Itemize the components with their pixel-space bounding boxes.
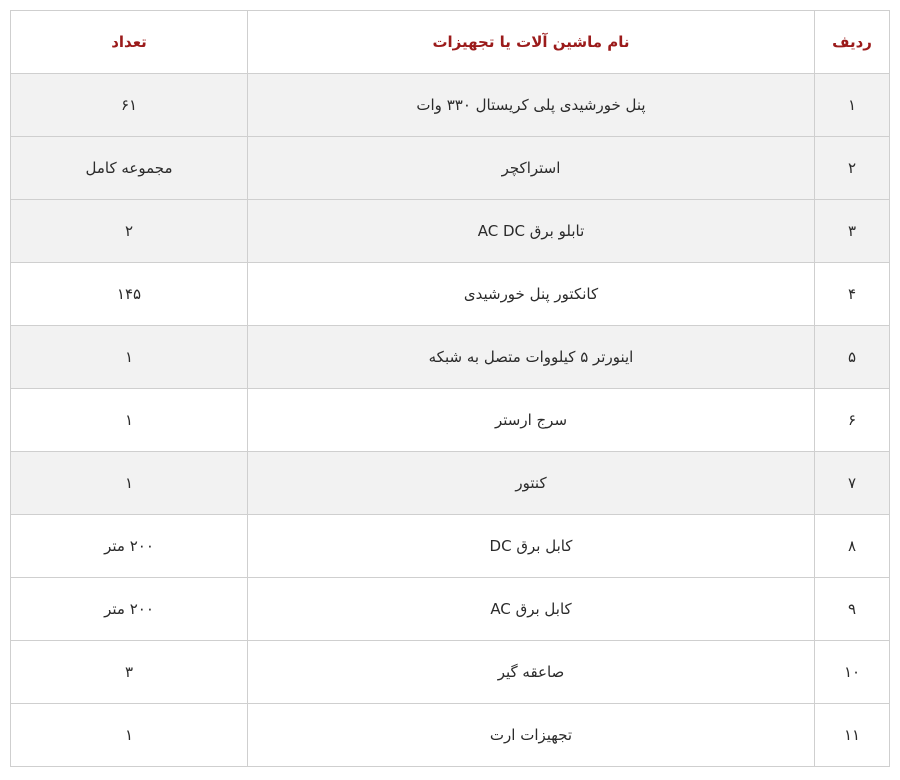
table-row <box>11 578 890 641</box>
cell-equipment-name: صاعقه گیر <box>248 641 815 704</box>
header-equipment-name: نام ماشین آلات یا تجهیزات <box>248 11 815 74</box>
cell-quantity: مجموعه کامل <box>11 137 248 200</box>
cell-quantity: ۲ <box>11 200 248 263</box>
cell-row-number: ۱۱ <box>815 704 890 767</box>
table-row <box>11 389 890 452</box>
cell-equipment-name: استراکچر <box>248 137 815 200</box>
cell-row-number: ۷ <box>815 452 890 515</box>
cell-quantity: ۱ <box>11 704 248 767</box>
cell-equipment-name: کابل برق AC <box>248 578 815 641</box>
cell-quantity: ۶۱ <box>11 74 248 137</box>
cell-equipment-name: کانکتور پنل خورشیدی <box>248 263 815 326</box>
table-row <box>11 515 890 578</box>
cell-row-number: ۲ <box>815 137 890 200</box>
cell-row-number: ۱ <box>815 74 890 137</box>
table-row <box>11 452 890 515</box>
cell-row-number: ۹ <box>815 578 890 641</box>
cell-equipment-name: تجهیزات ارت <box>248 704 815 767</box>
equipment-table-container <box>10 10 889 767</box>
cell-equipment-name: کابل برق DC <box>248 515 815 578</box>
header-quantity: تعداد <box>11 11 248 74</box>
table-row <box>11 326 890 389</box>
cell-quantity: ۱ <box>11 389 248 452</box>
cell-equipment-name: کنتور <box>248 452 815 515</box>
cell-row-number: ۴ <box>815 263 890 326</box>
table-header-row <box>11 11 890 74</box>
cell-row-number: ۵ <box>815 326 890 389</box>
cell-quantity: ۱ <box>11 326 248 389</box>
cell-equipment-name: سرج ارستر <box>248 389 815 452</box>
cell-row-number: ۸ <box>815 515 890 578</box>
cell-quantity: ۱ <box>11 452 248 515</box>
table-row <box>11 641 890 704</box>
table-row <box>11 704 890 767</box>
cell-quantity: ۲۰۰ متر <box>11 578 248 641</box>
equipment-table <box>10 10 890 767</box>
cell-row-number: ۶ <box>815 389 890 452</box>
cell-equipment-name: پنل خورشیدی پلی کریستال ۳۳۰ وات <box>248 74 815 137</box>
table-row <box>11 74 890 137</box>
cell-quantity: ۱۴۵ <box>11 263 248 326</box>
cell-row-number: ۱۰ <box>815 641 890 704</box>
table-row <box>11 263 890 326</box>
cell-equipment-name: اینورتر ۵ کیلووات متصل به شبکه <box>248 326 815 389</box>
cell-quantity: ۳ <box>11 641 248 704</box>
cell-quantity: ۲۰۰ متر <box>11 515 248 578</box>
table-row <box>11 137 890 200</box>
header-row-number: ردیف <box>815 11 890 74</box>
table-row <box>11 200 890 263</box>
cell-equipment-name: تابلو برق AC DC <box>248 200 815 263</box>
cell-row-number: ۳ <box>815 200 890 263</box>
